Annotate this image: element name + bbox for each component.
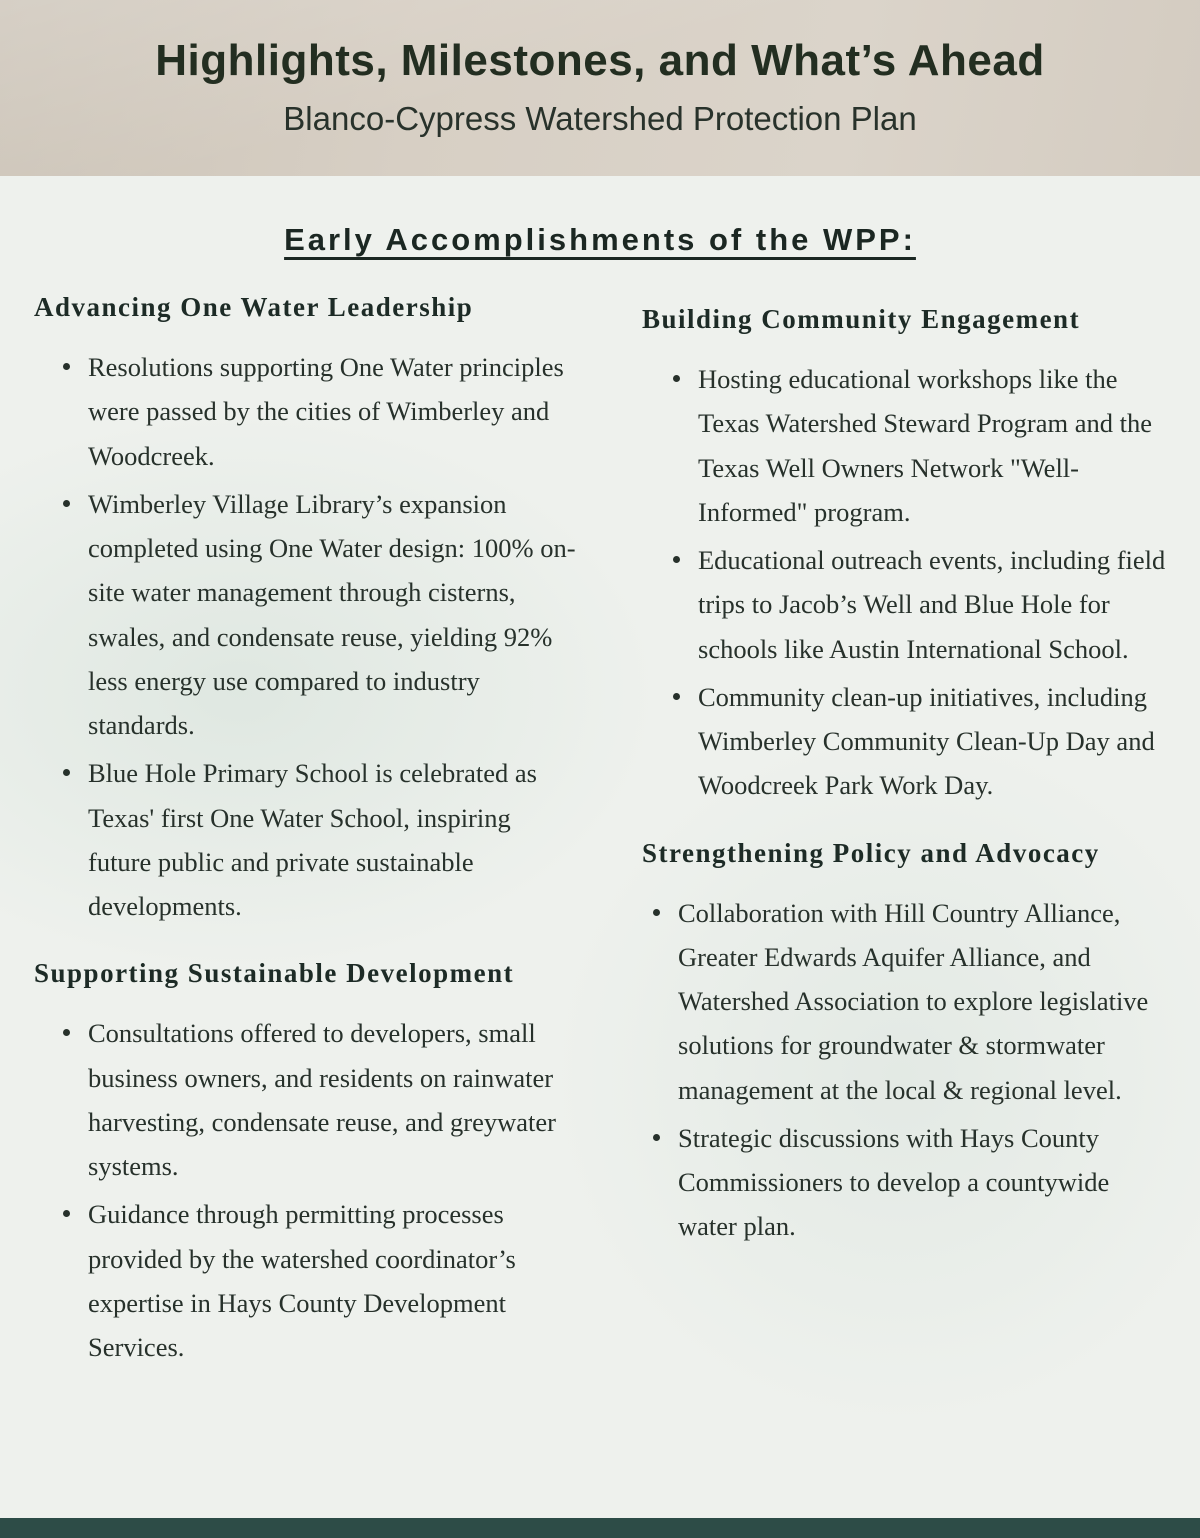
- bullet-list: [34, 1011, 576, 1369]
- bullet-list: [624, 891, 1166, 1249]
- bullet-item: Resolutions supporting One Water principles were passed by the cities of Wimberley and Woodcreek.: [88, 345, 576, 478]
- section-title: Advancing One Water Leadership: [34, 292, 474, 322]
- section-supporting-sustainable-development: [34, 958, 576, 1373]
- bullet-item: Blue Hole Primary School is celebrated as Texas' first One Water School, inspiring future public and private sustainable developments.: [88, 751, 576, 928]
- section-title: Building Community Engagement: [642, 304, 1081, 334]
- section-strengthening-policy-and-advocacy: [624, 838, 1166, 1253]
- section-title: Supporting Sustainable Development: [34, 958, 515, 989]
- page-subtitle: Blanco-Cypress Watershed Protection Plan: [283, 100, 917, 137]
- section-advancing-one-water-leadership: [34, 292, 576, 932]
- main-heading-text: Early Accomplishments of the WPP:: [284, 222, 916, 257]
- bullet-item: Guidance through permitting processes provided by the watershed coordinator’s expertise in Hays County Development Services.: [88, 1192, 576, 1369]
- header-band: [0, 0, 1200, 176]
- bullet-item: Collaboration with Hill Country Alliance, Greater Edwards Aquifer Alliance, and Watershed Association to explore legislative solutions for groundwater & stormwater management at the local & regional level.: [678, 891, 1166, 1112]
- bullet-item: Educational outreach events, including field trips to Jacob’s Well and Blue Hole for schools like Austin International School.: [698, 538, 1166, 671]
- left-column: [34, 292, 576, 1399]
- main-heading: [0, 222, 1200, 258]
- section-title: Strengthening Policy and Advocacy: [642, 837, 1100, 868]
- page-title: Highlights, Milestones, and What’s Ahead: [155, 36, 1045, 85]
- footer-bar: [0, 1518, 1200, 1538]
- bullet-item: Strategic discussions with Hays County Commissioners to develop a countywide water plan.: [678, 1116, 1166, 1249]
- bullet-list: [34, 345, 576, 928]
- bullet-item: Hosting educational workshops like the Texas Watershed Steward Program and the Texas Well Owners Network "Well-Informed" program.: [698, 357, 1166, 534]
- bullet-item: Community clean-up initiatives, including Wimberley Community Clean-Up Day and Woodcreek Park Work Day.: [698, 675, 1166, 808]
- bullet-item: Wimberley Village Library’s expansion completed using One Water design: 100% on-site water management through cisterns, swales, and condensate reuse, yielding 92% less energy use compared to industry standards.: [88, 482, 576, 748]
- bullet-list: [624, 357, 1166, 808]
- content-columns: [0, 258, 1200, 1399]
- section-building-community-engagement: [624, 304, 1166, 812]
- bullet-item: Consultations offered to developers, small business owners, and residents on rainwater harvesting, condensate reuse, and greywater systems.: [88, 1011, 576, 1188]
- right-column: [624, 292, 1166, 1399]
